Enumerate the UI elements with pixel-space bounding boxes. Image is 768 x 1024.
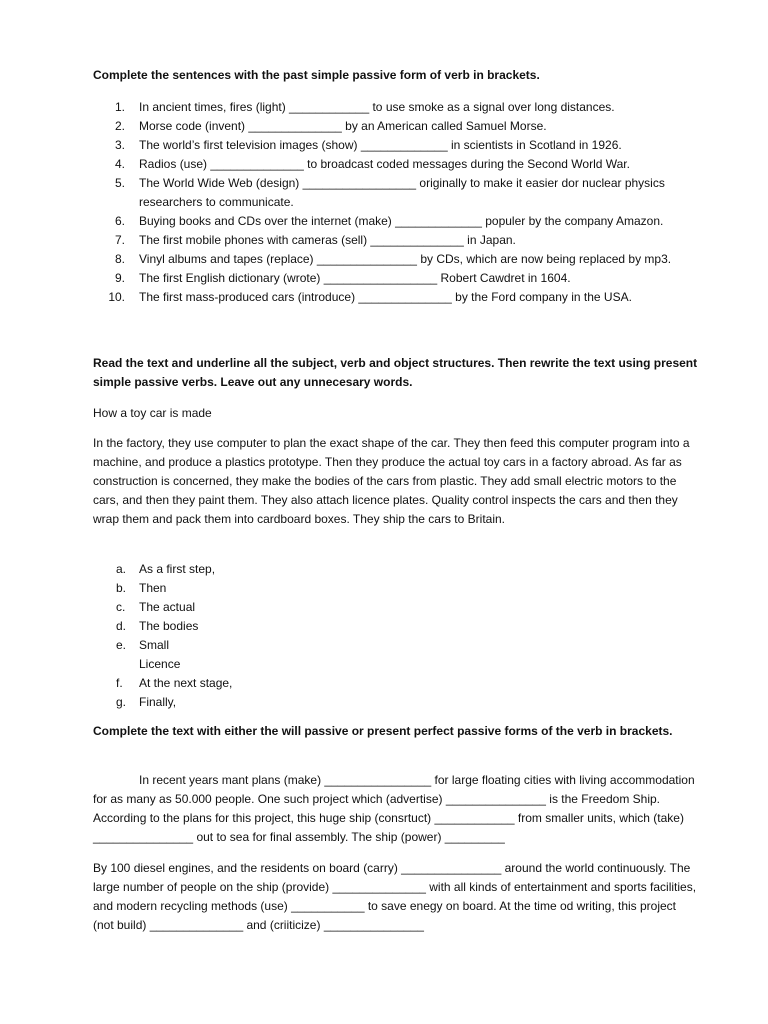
item-number: 9. xyxy=(114,271,125,285)
exercise-item xyxy=(93,250,698,269)
item-text: In ancient times, fires (light) ____________ to use smoke as a signal over long distances. xyxy=(139,100,615,114)
item-number: 3. xyxy=(114,138,125,152)
text-title: How a toy car is made xyxy=(93,406,212,420)
item-number: 10. xyxy=(108,290,125,304)
item-letter: a. xyxy=(116,562,127,576)
exercise-item xyxy=(93,117,698,136)
exercise-item xyxy=(93,174,698,212)
toy-car-paragraph: In the factory, they use computer to plan the exact shape of the car. They then feed this computer program into a machine, and produce a plastics prototype. Then they produce the actual toy cars in a factory abroad. As far as construction is concerned, they make the bodies of the cars from plastic. They add small electric motors to the cars, and then they paint them. They also attach licence plates. Quality control inspects the cars and then they wrap them and pack them into cardboard boxes. They ship the cars to Britain. xyxy=(93,436,690,526)
item-text: Radios (use) ______________ to broadcast coded messages during the Second World War. xyxy=(139,157,630,171)
item-letter: g. xyxy=(116,695,127,709)
exercise-item xyxy=(93,288,698,307)
item-number: 1. xyxy=(114,100,125,114)
exercise-item xyxy=(93,155,698,174)
item-number: 8. xyxy=(114,252,125,266)
exercise-item xyxy=(93,269,698,288)
exercise-item xyxy=(93,98,698,117)
item-text: Then xyxy=(139,581,167,595)
item-number: 4. xyxy=(114,157,125,171)
rewrite-item xyxy=(93,636,698,655)
section1-list xyxy=(93,98,698,307)
item-number: 2. xyxy=(114,119,125,133)
rewrite-item xyxy=(93,617,698,636)
item-text: The world’s first television images (show) _____________ in scientists in Scotland in 1926. xyxy=(139,138,622,152)
rewrite-item xyxy=(93,598,698,617)
item-text: The actual xyxy=(139,600,196,614)
item-number: 5. xyxy=(114,176,125,190)
section2-list xyxy=(93,560,698,712)
item-text: The bodies xyxy=(139,619,199,633)
item-text: Small xyxy=(139,638,170,652)
freedom-ship-paragraph-1: In recent years mant plans (make) ________________ for large floating cities with living accommodation for as many as 50.000 people. One such project which (advertise) _______________ is the Freedom Ship. According to the plans for this project, this huge ship (consrtuct) ____________ from smaller units, which (take) _______________ out to sea for final assembly. The ship (power) _________ xyxy=(93,773,695,844)
item-text: Morse code (invent) ______________ by an American called Samuel Morse. xyxy=(139,119,547,133)
item-text: Finally, xyxy=(139,695,177,709)
item-text: The World Wide Web (design) _________________ originally to make it easier dor nuclear physics researchers to communicate. xyxy=(139,176,665,209)
item-letter: e. xyxy=(116,638,127,652)
item-letter: d. xyxy=(116,619,127,633)
exercise-item xyxy=(93,136,698,155)
item-text: Vinyl albums and tapes (replace) _______________ by CDs, which are now being replaced by mp3. xyxy=(139,252,672,266)
item-number: 6. xyxy=(114,214,125,228)
exercise-item xyxy=(93,212,698,231)
section3-instruction: Complete the text with either the will passive or present perfect passive forms of the verb in brackets. xyxy=(93,724,673,738)
rewrite-item xyxy=(93,655,698,674)
item-letter: f. xyxy=(116,676,123,690)
rewrite-item xyxy=(93,579,698,598)
item-text: At the next stage, xyxy=(139,676,233,690)
item-letter: b. xyxy=(116,581,127,595)
freedom-ship-paragraph-2: By 100 diesel engines, and the residents on board (carry) _______________ around the world continuously. The large number of people on the ship (provide) ______________ with all kinds of entertainment and sports facilities, and modern recycling methods (use) ___________ to save enegy on board. At the time od writing, this project (not build) ______________ and (criiticize) _______________ xyxy=(93,861,697,932)
item-letter: c. xyxy=(116,600,126,614)
item-text: The first mass-produced cars (introduce) ______________ by the Ford company in the USA. xyxy=(139,290,632,304)
section1-instruction: Complete the sentences with the past simple passive form of verb in brackets. xyxy=(93,68,540,82)
item-text: Buying books and CDs over the internet (make) _____________ populer by the company Amazon. xyxy=(139,214,664,228)
item-text: The first mobile phones with cameras (sell) ______________ in Japan. xyxy=(139,233,516,247)
item-number: 7. xyxy=(114,233,125,247)
item-text: The first English dictionary (wrote) _________________ Robert Cawdret in 1604. xyxy=(139,271,571,285)
rewrite-item xyxy=(93,693,698,712)
exercise-item xyxy=(93,231,698,250)
item-text: As a first step, xyxy=(139,562,216,576)
section2-instruction: Read the text and underline all the subject, verb and object structures. Then rewrite the text using present simple passive verbs. Leave out any unnecesary words. xyxy=(93,356,698,389)
rewrite-item xyxy=(93,560,698,579)
rewrite-item xyxy=(93,674,698,693)
item-text: Licence xyxy=(139,657,181,671)
